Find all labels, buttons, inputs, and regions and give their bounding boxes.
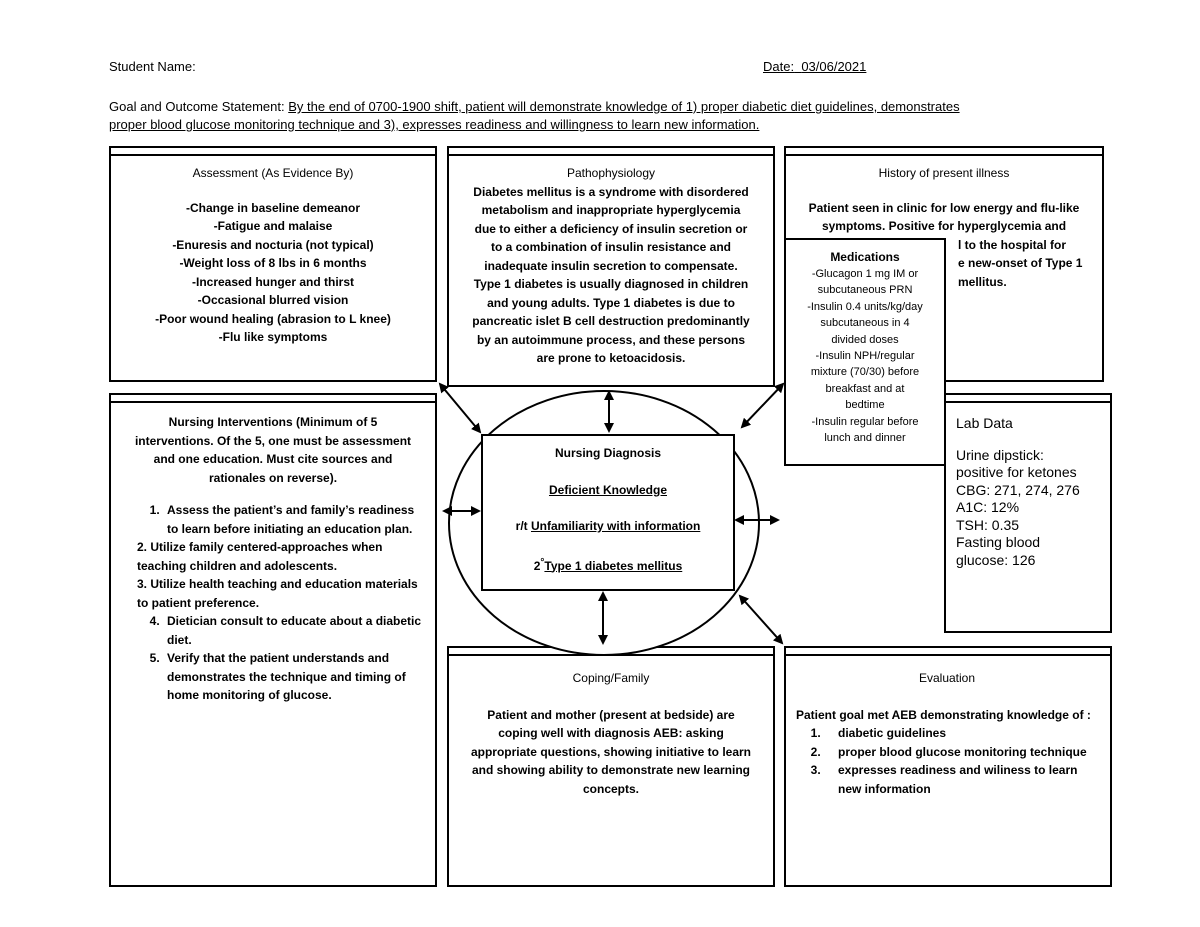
- lab-data-line: TSH: 0.35: [956, 516, 1020, 533]
- intervention-item: 4. Dietician consult to educate about a diabetic diet.: [163, 612, 427, 649]
- pathophysiology-line: metabolism and inappropriate hyperglycemia: [481, 203, 741, 217]
- intervention-item: 3. Utilize health teaching and education materials to patient preference.: [137, 577, 418, 610]
- medication-line: divided doses: [831, 333, 899, 346]
- lab-data-line: positive for ketones: [956, 464, 1077, 480]
- intervention-item: 5. Verify that the patient understands and demonstrates the technique and timing of home monitoring of glucose.: [163, 649, 427, 705]
- assessment-item: -Poor wound healing (abrasion to L knee): [155, 311, 391, 326]
- medication-line: bedtime: [845, 399, 885, 412]
- history-title: History of present illness: [878, 166, 1010, 180]
- medication-line: -Insulin regular before: [811, 415, 919, 428]
- coping-title: Coping/Family: [572, 671, 650, 685]
- arrow-assessment: [440, 384, 480, 432]
- pathophysiology-line: Diabetes mellitus is a syndrome with disordered: [473, 184, 749, 199]
- date-value: 03/06/2021: [801, 59, 867, 74]
- coping-line: Patient and mother (present at bedside) are: [487, 707, 735, 722]
- secondary-prefix: 2: [533, 558, 541, 573]
- evaluation-title: Evaluation: [918, 671, 976, 685]
- history-line: symptoms. Positive for hyperglycemia and: [821, 219, 1067, 233]
- lab-data-line: A1C: 12%: [956, 499, 1020, 515]
- goal-label: Goal and Outcome Statement:: [109, 99, 285, 114]
- coping-line: appropriate questions, showing initiative to learn: [470, 744, 752, 759]
- pathophysiology-line: pancreatic islet B cell destruction predominantly: [472, 314, 750, 328]
- arrow-history: [742, 384, 783, 427]
- evaluation-item: 1. diabetic guidelines: [824, 724, 1098, 743]
- related-to-label: r/t: [515, 519, 528, 533]
- assessment-item: -Flu like symptoms: [218, 330, 328, 344]
- secondary-to: [483, 554, 733, 576]
- interventions-title-line: and one education. Must cite sources and: [153, 452, 393, 466]
- related-to: [483, 517, 733, 536]
- student-name-label: Student Name:: [109, 59, 196, 74]
- assessment-item: -Enuresis and nocturia (not typical): [172, 237, 374, 252]
- pathophysiology-line: due to either a deficiency of insulin secretion or: [474, 221, 748, 236]
- medication-line: -Insulin NPH/regular: [815, 350, 915, 363]
- medication-line: lunch and dinner: [824, 432, 906, 445]
- assessment-title: Assessment (As Evidence By): [192, 166, 354, 180]
- pathophysiology-line: are prone to ketoacidosis.: [536, 351, 686, 365]
- lab-data-line: glucose: 126: [956, 551, 1036, 568]
- intervention-item: 1. Assess the patient’s and family’s readiness to learn before initiating an education plan.: [163, 501, 427, 538]
- pathophysiology-line: and young adults. Type 1 diabetes is due to: [487, 295, 735, 310]
- evaluation-item: 3. expresses readiness and wiliness to learn new information: [824, 761, 1098, 798]
- related-to-value: Unfamiliarity with information: [531, 519, 701, 533]
- diagnosis-title: Nursing Diagnosis: [554, 446, 661, 460]
- intervention-item: 2. Utilize family centered-approaches when teaching children and adolescents.: [137, 540, 383, 573]
- coping-line: and showing ability to demonstrate new learning: [471, 763, 751, 777]
- pathophysiology-line: by an autoimmune process, and these persons: [476, 332, 746, 347]
- pathophysiology-line: to a combination of insulin resistance and: [490, 240, 732, 254]
- assessment-item: -Increased hunger and thirst: [191, 274, 355, 289]
- assessment-item: -Fatigue and malaise: [213, 219, 333, 233]
- medication-line: breakfast and at: [825, 382, 905, 395]
- nursing-diagnosis-box: [481, 434, 735, 591]
- history-line: Patient seen in clinic for low energy and flu-like: [808, 200, 1080, 215]
- assessment-item: -Weight loss of 8 lbs in 6 months: [179, 256, 367, 270]
- history-line: mellitus.: [958, 274, 1007, 289]
- diagnosis-value: Deficient Knowledge: [548, 482, 667, 497]
- lab-data-line: CBG: 271, 274, 276: [956, 481, 1080, 498]
- medications-title: Medications: [830, 250, 900, 264]
- medication-line: subcutaneous in 4: [820, 317, 910, 330]
- medication-line: -Insulin 0.4 units/kg/day: [807, 300, 923, 313]
- evaluation-item: 2. proper blood glucose monitoring technique: [824, 743, 1098, 762]
- secondary-value: Type 1 diabetes mellitus: [544, 558, 683, 573]
- lab-data-line: Fasting blood: [956, 534, 1041, 550]
- pathophysiology-line: Type 1 diabetes is usually diagnosed in children: [473, 277, 749, 291]
- goal-text-line1: By the end of 0700-1900 shift, patient will demonstrate knowledge of 1) proper diabetic diet guidelines, demonstrates: [288, 99, 960, 114]
- goal-text-line2: proper blood glucose monitoring technique and 3), expresses readiness and willingness to learn new information.: [109, 117, 760, 132]
- medication-line: mixture (70/30) before: [810, 366, 920, 379]
- interventions-title-line: Nursing Interventions (Minimum of 5: [168, 415, 378, 429]
- assessment-item: -Occasional blurred vision: [197, 293, 349, 307]
- evaluation-intro: Patient goal met AEB demonstrating knowledge of :: [796, 707, 1091, 722]
- medication-line: subcutaneous PRN: [817, 284, 913, 297]
- history-line: l to the hospital for: [958, 237, 1066, 252]
- pathophysiology-title: Pathophysiology: [566, 166, 656, 180]
- history-line: e new-onset of Type 1: [958, 256, 1083, 270]
- lab-data-line: Urine dipstick:: [956, 446, 1044, 463]
- medication-line: -Glucagon 1 mg IM or: [811, 268, 919, 280]
- assessment-item: -Change in baseline demeanor: [185, 200, 361, 215]
- medications-box: [784, 238, 946, 466]
- coping-line: coping well with diagnosis AEB: asking: [498, 726, 724, 740]
- lab-data-title: Lab Data: [956, 415, 1013, 431]
- date-label: Date:: [763, 59, 795, 74]
- coping-line: concepts.: [582, 781, 639, 796]
- arrow-evaluation: [740, 596, 782, 643]
- pathophysiology-line: inadequate insulin secretion to compensate.: [484, 258, 738, 273]
- interventions-title-line: rationales on reverse).: [208, 470, 338, 485]
- secondary-degree: °: [540, 556, 545, 568]
- interventions-title-line: interventions. Of the 5, one must be assessment: [134, 433, 412, 448]
